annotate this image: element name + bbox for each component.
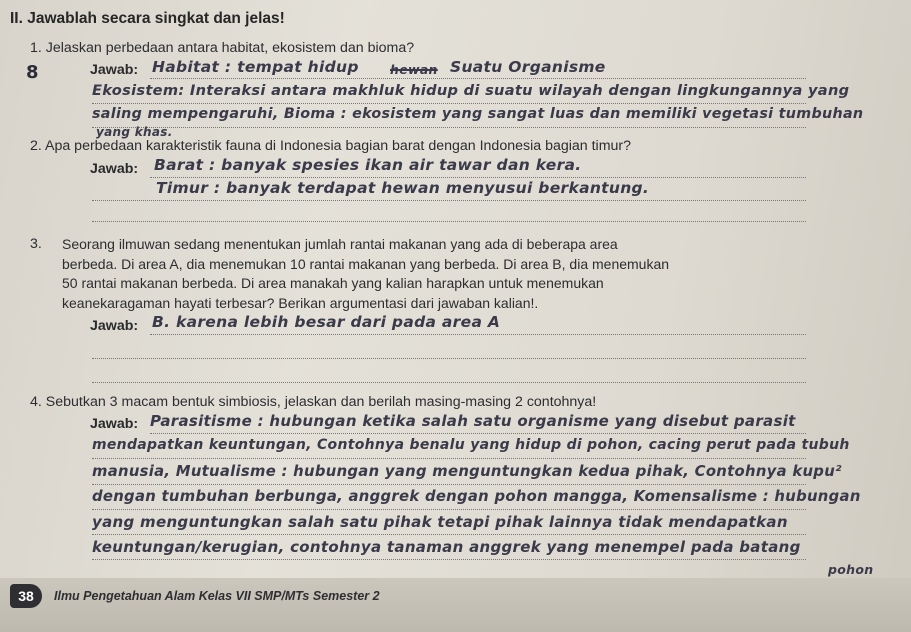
q4-answer-line-3: manusia, Mutualisme : hubungan yang menguntungkan kedua pihak, Contohnya kupu²	[92, 463, 842, 480]
question-3-line-2: berbeda. Di area A, dia menemukan 10 rantai makanan yang berbeda. Di area B, dia menemukan	[62, 255, 670, 272]
q1-dotted-line-3	[92, 127, 806, 128]
q3-answer-line-1: B. karena lebih besar dari pada area A	[152, 313, 501, 331]
q4-dotted-line-4	[92, 509, 806, 510]
page-number-badge: 38	[10, 584, 42, 608]
q1-dotted-line-2	[92, 103, 806, 104]
section-heading: II. Jawablah secara singkat dan jelas!	[10, 10, 285, 27]
question-3-line-3: 50 rantai makanan berbeda. Di area manakah yang kalian harapkan untuk menemukan	[62, 275, 604, 291]
q4-dotted-line-6	[92, 559, 806, 560]
q2-answer-line-1: Barat : banyak spesies ikan air tawar dan kera.	[154, 156, 582, 174]
footer-band	[0, 578, 911, 632]
q3-dotted-line-2	[92, 358, 806, 359]
q1-answer-line-1: Habitat : tempat hidup	[152, 58, 359, 76]
q4-answer-line-5: yang menguntungkan salah satu pihak tetapi pihak lainnya tidak mendapatkan	[92, 513, 788, 531]
q1-answer-line-3: saling mempengaruhi, Bioma : ekosistem yang sangat luas dan memiliki vegetasi tumbuhan	[92, 106, 864, 122]
q4-jawab-label: Jawab:	[90, 416, 139, 432]
q1-jawab-label: Jawab:	[90, 62, 139, 78]
question-3-line-1: Seorang ilmuwan sedang menentukan jumlah rantai makanan yang ada di beberapa area	[62, 236, 618, 252]
question-3-number: 3.	[30, 236, 42, 252]
q4-answer-line-1: Parasitisme : hubungan ketika salah satu organisme yang disebut parasit	[150, 412, 796, 430]
question-3-line-4: keanekaragaman hayati terbesar? Berikan argumentasi dari jawaban kalian!.	[62, 294, 539, 311]
q4-answer-line-7: pohon	[828, 562, 874, 577]
q4-dotted-line-1	[150, 433, 806, 434]
q1-answer-line-2: Ekosistem: Interaksi antara makhluk hidup di suatu wilayah dengan lingkungannya yang	[92, 82, 850, 99]
q4-dotted-line-5	[92, 534, 806, 535]
q1-answer-crossed-word: hewan	[390, 62, 438, 77]
q1-dotted-line-1	[150, 78, 806, 79]
q4-answer-line-6: keuntungan/kerugian, contohnya tanaman anggrek yang menempel pada batang	[92, 538, 801, 556]
q4-answer-line-2: mendapatkan keuntungan, Contohnya benalu yang hidup di pohon, cacing perut pada tubuh	[92, 437, 850, 453]
q4-dotted-line-3	[92, 484, 806, 485]
question-4: 4. Sebutkan 3 macam bentuk simbiosis, jelaskan dan berilah masing-masing 2 contohnya!	[30, 394, 597, 410]
q2-jawab-label: Jawab:	[90, 161, 139, 177]
q4-dotted-line-2	[92, 458, 806, 459]
book-title: Ilmu Pengetahuan Alam Kelas VII SMP/MTs Semester 2	[54, 589, 380, 603]
q3-jawab-label: Jawab:	[90, 318, 139, 334]
q3-dotted-line-3	[92, 382, 806, 383]
q2-dotted-line-1	[150, 177, 806, 178]
q1-answer-line-4: yang khas.	[96, 125, 173, 139]
question-3-text	[62, 235, 792, 313]
q1-answer-line-1b: Suatu Organisme	[450, 58, 606, 76]
q2-dotted-line-3	[92, 221, 806, 222]
q2-dotted-line-2	[92, 200, 806, 201]
question-2: 2. Apa perbedaan karakteristik fauna di Indonesia bagian barat dengan Indonesia bagian timur?	[30, 138, 632, 154]
score-mark: 8	[26, 62, 39, 83]
question-1: 1. Jelaskan perbedaan antara habitat, ekosistem dan bioma?	[30, 40, 415, 56]
q2-answer-line-2: Timur : banyak terdapat hewan menyusui berkantung.	[156, 179, 650, 197]
q3-dotted-line-1	[150, 334, 806, 335]
q4-answer-line-4: dengan tumbuhan berbunga, anggrek dengan pohon mangga, Komensalisme : hubungan	[92, 488, 861, 505]
